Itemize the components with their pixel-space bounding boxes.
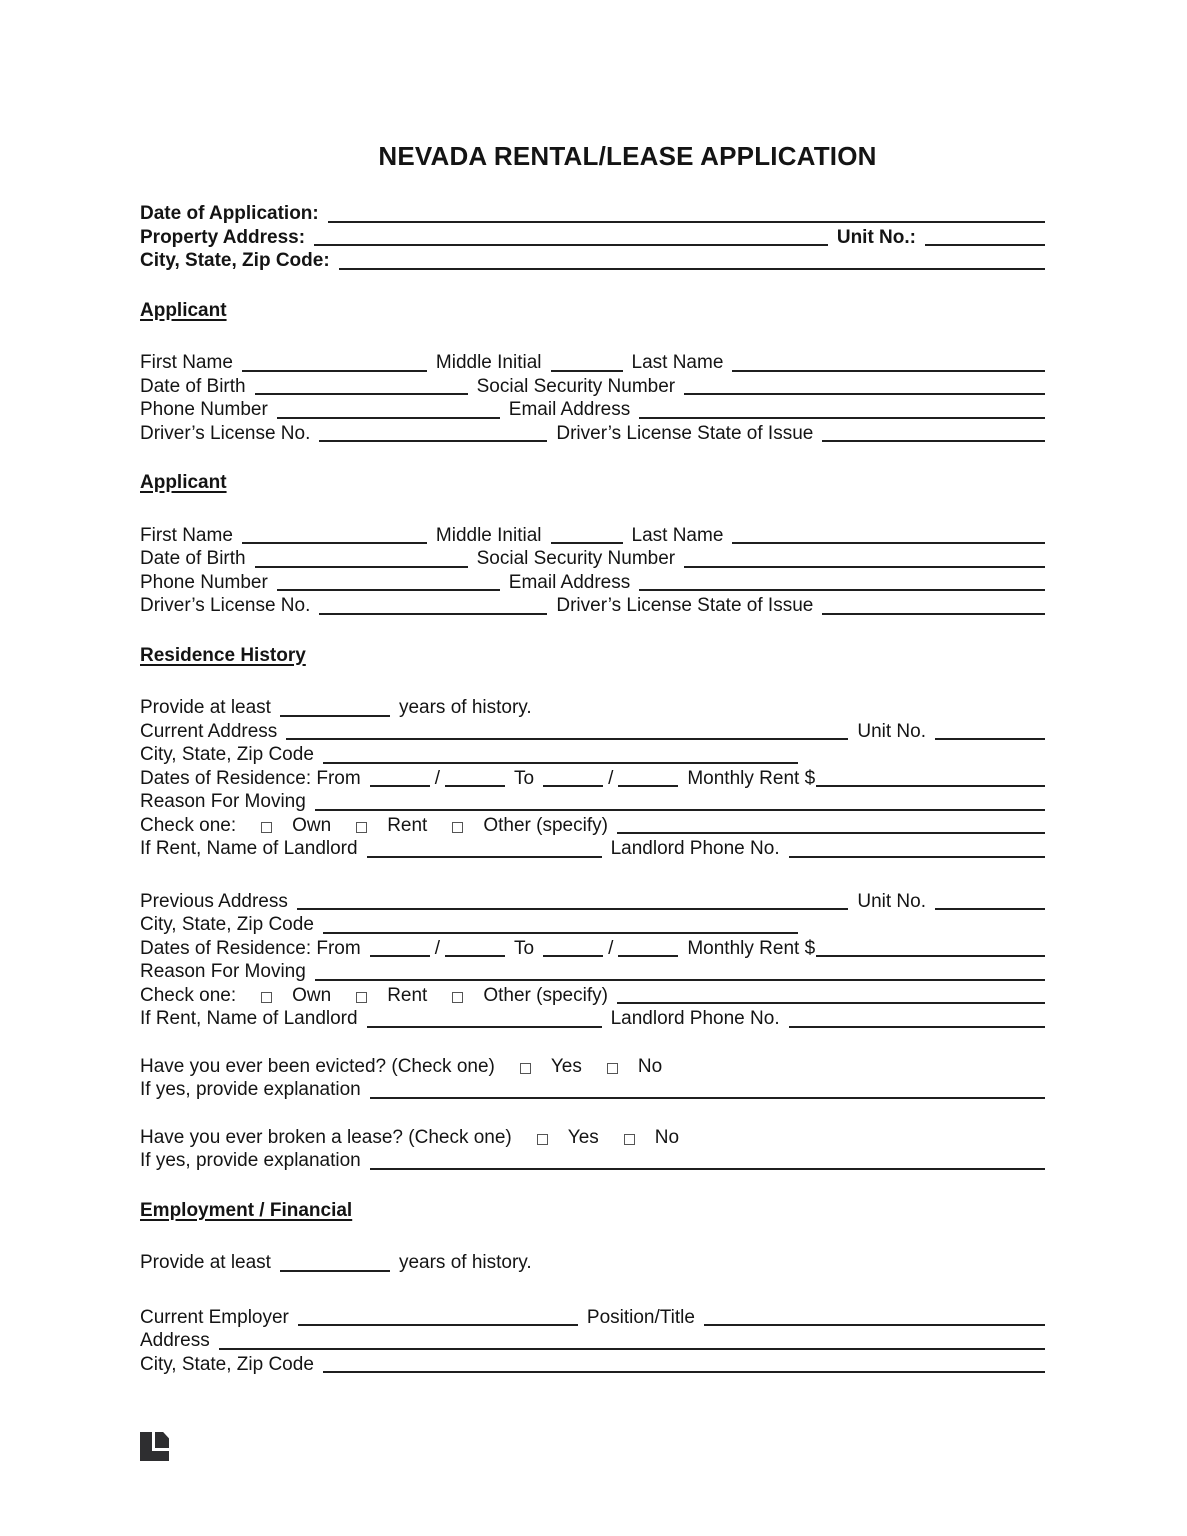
applicant1-last-name-field[interactable] [732,370,1045,372]
previous-to-year-field[interactable] [618,955,678,957]
previous-rent-checkbox[interactable] [356,992,367,1003]
form-row [140,1055,1045,1079]
reason-for-moving-label: Reason For Moving [140,961,306,982]
rent-label: Rent [387,814,428,836]
form-row [140,1306,1045,1330]
date-of-birth-label: Date of Birth [140,548,246,569]
first-name-label: First Name [140,524,233,546]
form-row [140,226,1045,250]
form-row [140,422,1045,446]
applicant2-middle-initial-field[interactable] [551,542,623,544]
middle-initial-label: Middle Initial [435,352,542,373]
dates-of-residence-label: Dates of Residence: From [140,767,361,789]
reason-for-moving-label: Reason For Moving [140,791,306,812]
current-employer-label: Current Employer [140,1306,289,1328]
applicant2-email-field[interactable] [639,589,1045,591]
form-row [140,890,1045,914]
current-address-field[interactable] [286,738,848,740]
landlord-phone-label: Landlord Phone No. [610,1008,780,1029]
previous-landlord-name-field[interactable] [367,1026,602,1028]
previous-other-checkbox[interactable] [452,992,463,1003]
city-state-zip-label: City, State, Zip Code [140,914,314,935]
form-row [140,1078,1045,1102]
current-city-field[interactable] [323,762,798,764]
current-landlord-phone-field[interactable] [789,856,1045,858]
previous-address-field[interactable] [297,908,849,910]
current-to-year-field[interactable] [618,785,678,787]
check-one-label: Check one: [140,814,237,836]
applicant2-heading: Applicant [140,472,227,493]
own-label: Own [292,814,332,836]
applicant2-date-of-birth-field[interactable] [255,566,468,568]
yes-label: Yes [550,1055,582,1077]
current-address-label: Current Address [140,720,278,742]
form-row [140,202,1045,226]
employment-section [140,1306,1045,1377]
page-title: NEVADA RENTAL/LEASE APPLICATION [378,141,877,171]
city-state-zip-field[interactable] [339,268,1045,270]
form-row [140,1149,1045,1173]
form-row [140,790,1045,814]
applicant1-first-name-field[interactable] [242,370,427,372]
previous-to-month-field[interactable] [543,955,603,957]
applicant1-email-field[interactable] [639,417,1045,419]
employer-address-label: Address [140,1330,210,1351]
evicted-no-checkbox[interactable] [607,1063,618,1074]
previous-from-month-field[interactable] [370,955,430,957]
date-of-application-field[interactable] [328,221,1045,223]
applicant1-license-state-field[interactable] [822,440,1045,442]
form-row [140,249,1045,273]
city-state-zip-label: City, State, Zip Code [140,1353,314,1375]
residence-history-heading: Residence History [140,644,306,666]
current-unit-field[interactable] [935,738,1045,740]
applicant2-section [140,524,1045,618]
position-title-field[interactable] [704,1324,1045,1326]
employment-provide-block [140,1251,1045,1275]
explanation-label: If yes, provide explanation [140,1150,361,1171]
form-row [140,913,1045,937]
applicant2-license-state-field[interactable] [822,613,1045,615]
other-specify-label: Other (specify) [483,814,608,836]
previous-address-label: Previous Address [140,890,288,912]
applicant1-date-of-birth-field[interactable] [255,393,468,395]
check-one-label: Check one: [140,984,237,1006]
broken-lease-explanation-field[interactable] [370,1168,1045,1170]
own-label: Own [292,984,332,1006]
explanation-label: If yes, provide explanation [140,1079,361,1100]
form-row [140,837,1045,861]
property-address-label: Property Address: [140,226,306,248]
form-row [140,375,1045,399]
applicant1-phone-field[interactable] [277,417,500,419]
form-row [140,594,1045,618]
form-row [140,1329,1045,1353]
applicant1-license-no-field[interactable] [319,440,547,442]
position-title-label: Position/Title [586,1306,695,1328]
previous-from-year-field[interactable] [445,955,505,957]
current-other-checkbox[interactable] [452,822,463,833]
current-from-year-field[interactable] [445,785,505,787]
city-state-zip-label: City, State, Zip Code [140,744,314,765]
dates-of-residence-label: Dates of Residence: From [140,937,361,959]
form-row [140,1353,1045,1377]
previous-unit-field[interactable] [935,908,1045,910]
header-fields [140,202,1045,273]
residence-current-section [140,696,1045,861]
current-employer-field[interactable] [298,1324,578,1326]
provide-years-prefix: Provide at least [140,1252,271,1273]
date-of-application-label: Date of Application: [140,203,319,224]
form-row [140,1126,1045,1150]
current-to-month-field[interactable] [543,785,603,787]
no-label: No [654,1126,680,1148]
drivers-license-no-label: Driver’s License No. [140,595,311,616]
to-label: To [513,937,535,959]
provide-years-prefix: Provide at least [140,697,271,718]
ssn-label: Social Security Number [476,375,676,397]
form-row [140,398,1045,422]
date-of-birth-label: Date of Birth [140,375,246,397]
current-rent-checkbox[interactable] [356,822,367,833]
rent-label: Rent [387,984,428,1006]
property-address-field[interactable] [314,244,828,246]
drivers-license-state-label: Driver’s License State of Issue [556,422,814,444]
slash-separator: / [608,937,614,959]
form-row [140,960,1045,984]
form-row [140,351,1045,375]
form-row [140,524,1045,548]
slash-separator: / [608,767,614,789]
previous-reason-field[interactable] [315,979,1045,981]
provide-years-suffix: years of history. [398,1252,532,1273]
evicted-explanation-field[interactable] [370,1097,1045,1099]
form-row [140,984,1045,1008]
broken-lease-question-block [140,1126,1045,1173]
form-row [140,814,1045,838]
broken-lease-yes-checkbox[interactable] [537,1134,548,1145]
applicant2-license-no-field[interactable] [319,613,547,615]
applicant1-section [140,351,1045,445]
phone-number-label: Phone Number [140,399,268,420]
employer-address-field[interactable] [219,1348,1045,1350]
current-reason-field[interactable] [315,809,1045,811]
employer-city-field[interactable] [323,1371,1045,1373]
previous-own-checkbox[interactable] [261,992,272,1003]
logo-bottom-bar [140,1451,169,1461]
if-rent-landlord-label: If Rent, Name of Landlord [140,838,358,859]
evicted-yes-checkbox[interactable] [520,1063,531,1074]
broken-lease-question-label: Have you ever broken a lease? (Check one) [140,1126,512,1148]
city-state-zip-label: City, State, Zip Code: [140,250,330,271]
ssn-label: Social Security Number [476,548,676,569]
applicant1-ssn-field[interactable] [684,393,1045,395]
monthly-rent-label: Monthly Rent $ [687,937,816,959]
previous-monthly-rent-field[interactable] [816,955,1045,957]
evicted-question-block [140,1055,1045,1102]
if-rent-landlord-label: If Rent, Name of Landlord [140,1008,358,1029]
applicant1-middle-initial-field[interactable] [551,370,623,372]
broken-lease-no-checkbox[interactable] [624,1134,635,1145]
current-landlord-name-field[interactable] [367,856,602,858]
form-row [140,547,1045,571]
current-monthly-rent-field[interactable] [816,785,1045,787]
form-row [140,743,1045,767]
last-name-label: Last Name [631,524,724,546]
residence-years-field[interactable] [280,715,390,717]
evicted-question-label: Have you ever been evicted? (Check one) [140,1055,495,1077]
previous-city-field[interactable] [323,932,798,934]
current-from-month-field[interactable] [370,785,430,787]
employment-years-field[interactable] [280,1270,390,1272]
unit-no-label: Unit No.: [836,226,916,248]
residence-previous-section [140,890,1045,1031]
form-row [140,767,1045,791]
form-row [140,696,1045,720]
drivers-license-state-label: Driver’s License State of Issue [556,595,814,616]
applicant1-heading: Applicant [140,299,227,321]
applicant2-ssn-field[interactable] [684,566,1045,568]
provide-years-suffix: years of history. [398,697,532,718]
unit-no-label: Unit No. [857,890,926,912]
form-row [140,1251,1045,1275]
current-other-specify-field[interactable] [617,832,1045,834]
applicant2-phone-field[interactable] [277,589,500,591]
email-address-label: Email Address [508,399,631,420]
last-name-label: Last Name [631,352,724,373]
phone-number-label: Phone Number [140,571,268,593]
monthly-rent-label: Monthly Rent $ [687,767,816,789]
form-row [140,1007,1045,1031]
applicant2-first-name-field[interactable] [242,542,427,544]
other-specify-label: Other (specify) [483,984,608,1006]
employment-financial-heading: Employment / Financial [140,1199,353,1221]
applicant2-last-name-field[interactable] [732,542,1045,544]
yes-label: Yes [567,1126,599,1148]
first-name-label: First Name [140,352,233,373]
slash-separator: / [434,767,440,789]
no-label: No [637,1055,663,1077]
slash-separator: / [434,937,440,959]
landlord-phone-label: Landlord Phone No. [610,838,780,859]
form-row [140,571,1045,595]
form-row [140,937,1045,961]
middle-initial-label: Middle Initial [435,524,542,546]
unit-no-label: Unit No. [857,720,926,742]
legal-templates-logo [140,1432,169,1461]
form-row [140,720,1045,744]
previous-landlord-phone-field[interactable] [789,1026,1045,1028]
email-address-label: Email Address [508,571,631,593]
logo-square [155,1432,169,1448]
drivers-license-no-label: Driver’s License No. [140,422,311,444]
current-own-checkbox[interactable] [261,822,272,833]
previous-other-specify-field[interactable] [617,1002,1045,1004]
unit-no-field[interactable] [925,244,1045,246]
to-label: To [513,767,535,789]
